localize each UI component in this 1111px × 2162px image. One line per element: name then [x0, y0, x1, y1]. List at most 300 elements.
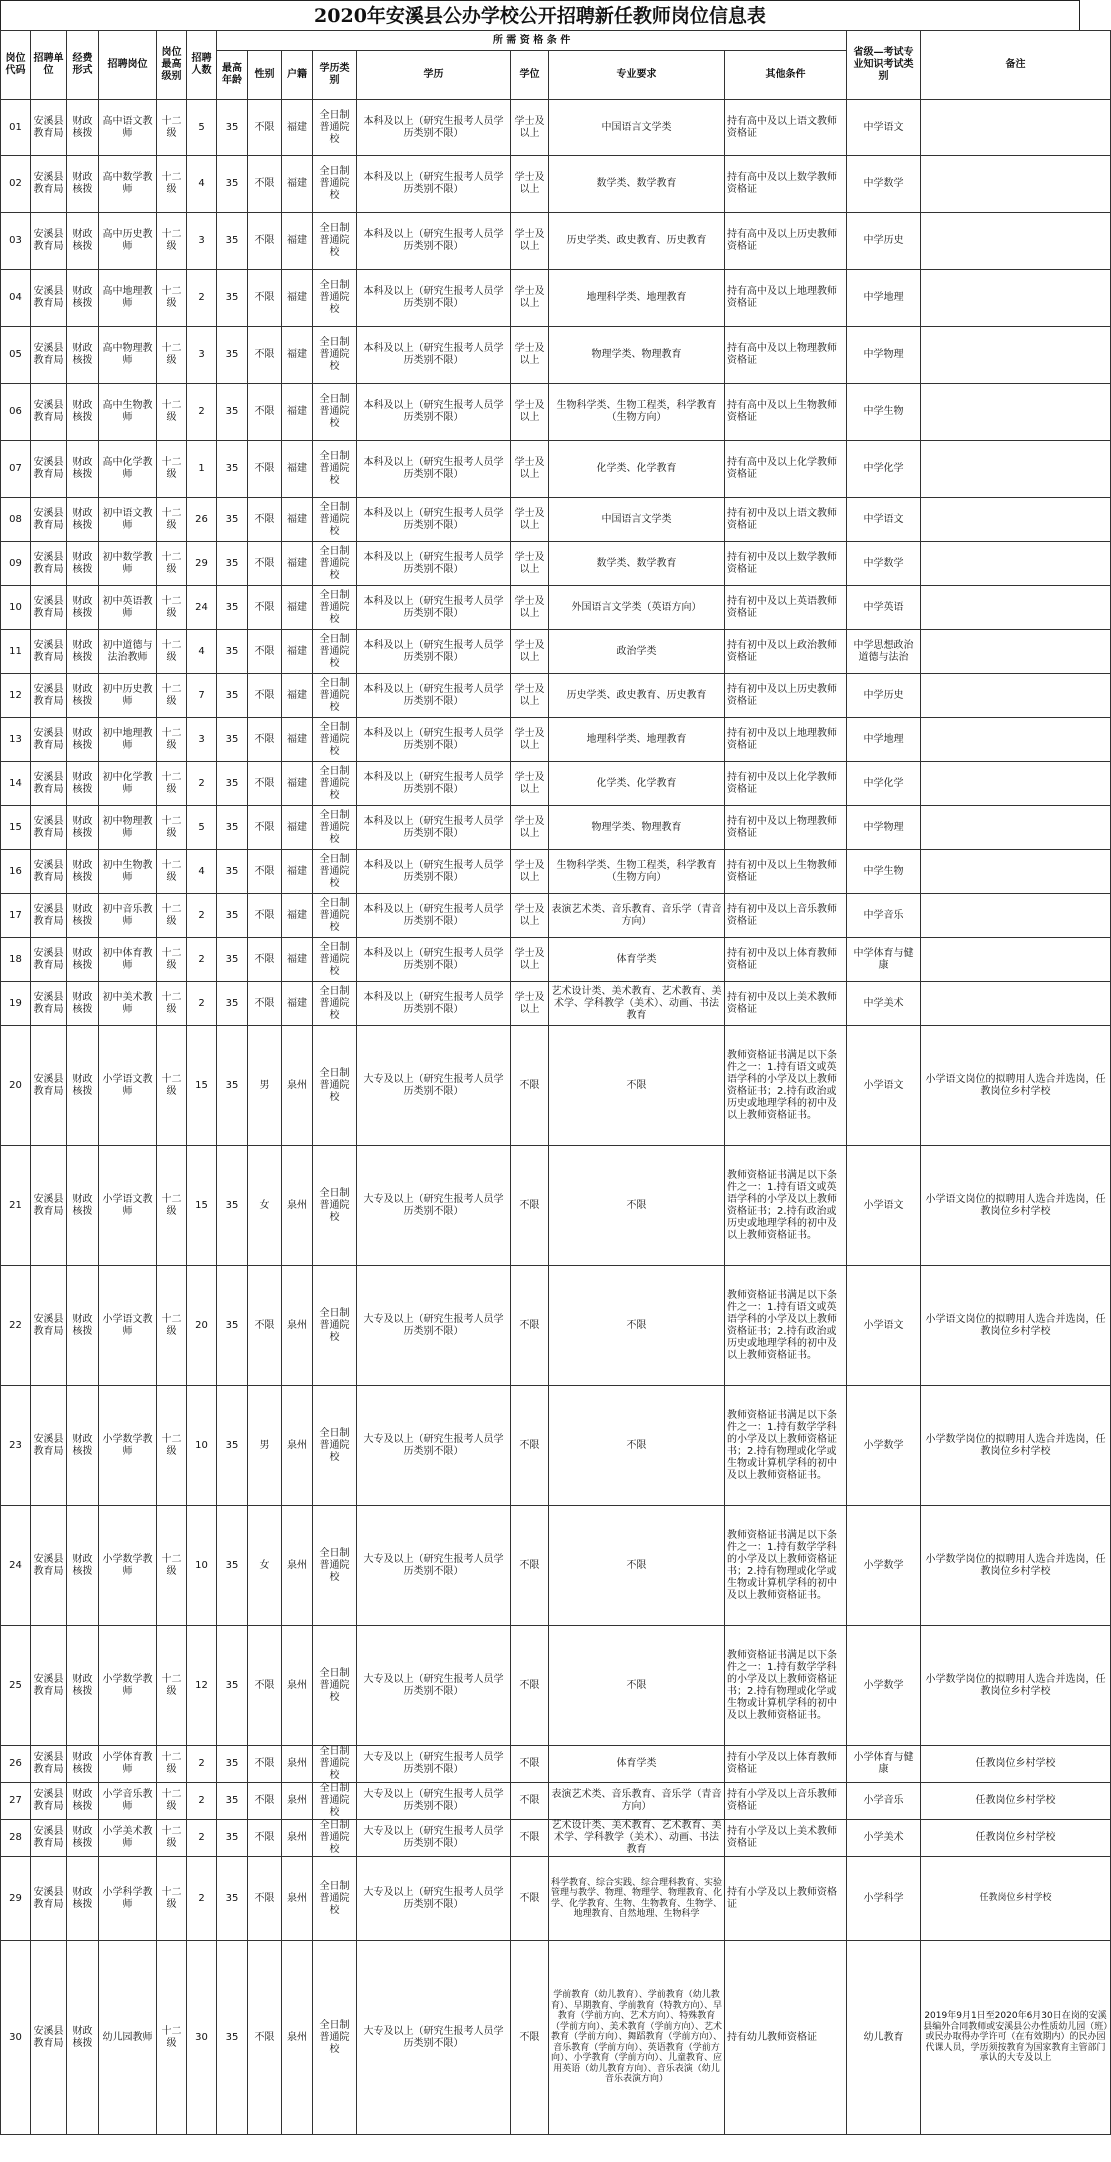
cell-edu-type: 全日制普通院校 [313, 806, 357, 850]
cell-age: 35 [217, 1783, 248, 1820]
table-row [1, 441, 1111, 498]
cell-unit: 安溪县教育局 [31, 1857, 67, 1941]
cell-edu: 本科及以上（研究生报考人员学历类别不限） [357, 384, 511, 441]
cell-note [921, 938, 1111, 982]
table-row [1, 982, 1111, 1026]
cell-degree: 学士及以上 [511, 384, 549, 441]
cell-unit: 安溪县教育局 [31, 100, 67, 156]
cell-hukou: 福建 [282, 542, 313, 586]
cell-edu-type: 全日制普通院校 [313, 1146, 357, 1266]
cell-degree: 学士及以上 [511, 213, 549, 270]
cell-level: 十二级 [157, 1857, 187, 1941]
cell-level: 十二级 [157, 982, 187, 1026]
cell-major: 科学教育、综合实践、综合理科教育、实验管理与教学、物理、物理学、物理教育、化学、化学教育、生物、生物教育、生物学、地理教育、自然地理、生物科学 [549, 1857, 725, 1941]
table-row [1, 762, 1111, 806]
cell-exam: 中学生物 [847, 850, 921, 894]
cell-unit: 安溪县教育局 [31, 1941, 67, 2135]
table-row [1, 850, 1111, 894]
cell-degree: 学士及以上 [511, 894, 549, 938]
cell-edu: 大专及以上（研究生报考人员学历类别不限） [357, 1026, 511, 1146]
cell-funding: 财政核拨 [67, 762, 99, 806]
cell-post: 小学语文教师 [99, 1146, 157, 1266]
cell-post: 小学体育教师 [99, 1746, 157, 1783]
cell-funding: 财政核拨 [67, 1506, 99, 1626]
cell-other: 持有小学及以上体育教师资格证 [725, 1746, 847, 1783]
cell-unit: 安溪县教育局 [31, 762, 67, 806]
cell-gender: 不限 [248, 156, 282, 213]
cell-major: 历史学类、政史教育、历史教育 [549, 213, 725, 270]
cell-degree: 不限 [511, 1266, 549, 1386]
cell-age: 35 [217, 1941, 248, 2135]
cell-hukou: 福建 [282, 156, 313, 213]
cell-age: 35 [217, 1506, 248, 1626]
cell-major: 生物科学类、生物工程类，科学教育（生物方向） [549, 384, 725, 441]
cell-edu: 大专及以上（研究生报考人员学历类别不限） [357, 1626, 511, 1746]
cell-code: 01 [1, 100, 31, 156]
table-row [1, 1026, 1111, 1146]
cell-unit: 安溪县教育局 [31, 1506, 67, 1626]
cell-gender: 男 [248, 1386, 282, 1506]
cell-edu-type: 全日制普通院校 [313, 270, 357, 327]
header-level: 岗位最高级别 [157, 31, 187, 100]
cell-count: 7 [187, 674, 217, 718]
cell-count: 4 [187, 630, 217, 674]
cell-major: 不限 [549, 1506, 725, 1626]
cell-age: 35 [217, 1386, 248, 1506]
cell-unit: 安溪县教育局 [31, 156, 67, 213]
cell-note: 任教岗位乡村学校 [921, 1746, 1111, 1783]
cell-unit: 安溪县教育局 [31, 630, 67, 674]
cell-major: 表演艺术类、音乐教育、音乐学（青音方向） [549, 1783, 725, 1820]
cell-exam: 小学语文 [847, 1266, 921, 1386]
cell-note: 小学数学岗位的拟聘用人选合并选岗，任教岗位乡村学校 [921, 1626, 1111, 1746]
cell-major: 化学类、化学教育 [549, 441, 725, 498]
cell-age: 35 [217, 542, 248, 586]
cell-level: 十二级 [157, 1386, 187, 1506]
cell-count: 5 [187, 100, 217, 156]
cell-exam: 中学物理 [847, 806, 921, 850]
cell-edu-type: 全日制普通院校 [313, 1386, 357, 1506]
cell-funding: 财政核拨 [67, 1746, 99, 1783]
cell-note: 任教岗位乡村学校 [921, 1820, 1111, 1857]
cell-gender: 不限 [248, 1746, 282, 1783]
table-row [1, 1820, 1111, 1857]
cell-edu-type: 全日制普通院校 [313, 1941, 357, 2135]
cell-age: 35 [217, 762, 248, 806]
cell-note: 小学数学岗位的拟聘用人选合并选岗，任教岗位乡村学校 [921, 1386, 1111, 1506]
header-post: 招聘岗位 [99, 31, 157, 100]
cell-funding: 财政核拨 [67, 806, 99, 850]
cell-level: 十二级 [157, 1146, 187, 1266]
cell-hukou: 泉州 [282, 1783, 313, 1820]
cell-funding: 财政核拨 [67, 938, 99, 982]
cell-funding: 财政核拨 [67, 384, 99, 441]
cell-major: 艺术设计类、美术教育、艺术教育、美术学、学科教学（美术）、动画、书法教育 [549, 982, 725, 1026]
table-row [1, 1626, 1111, 1746]
header-edu: 学历 [357, 51, 511, 100]
cell-unit: 安溪县教育局 [31, 586, 67, 630]
cell-other: 持有高中及以上化学教师资格证 [725, 441, 847, 498]
cell-post: 初中物理教师 [99, 806, 157, 850]
cell-exam: 中学地理 [847, 718, 921, 762]
cell-note [921, 441, 1111, 498]
cell-code: 03 [1, 213, 31, 270]
cell-exam: 中学英语 [847, 586, 921, 630]
cell-degree: 不限 [511, 1626, 549, 1746]
cell-code: 23 [1, 1386, 31, 1506]
cell-note [921, 762, 1111, 806]
cell-exam: 中学美术 [847, 982, 921, 1026]
cell-age: 35 [217, 674, 248, 718]
cell-edu-type: 全日制普通院校 [313, 1026, 357, 1146]
cell-post: 初中道德与法治教师 [99, 630, 157, 674]
cell-level: 十二级 [157, 1626, 187, 1746]
cell-gender: 不限 [248, 213, 282, 270]
cell-degree: 不限 [511, 1146, 549, 1266]
table-row [1, 806, 1111, 850]
cell-major: 不限 [549, 1266, 725, 1386]
header-unit: 招聘单位 [31, 31, 67, 100]
cell-major: 中国语言文学类 [549, 498, 725, 542]
cell-code: 14 [1, 762, 31, 806]
table-row [1, 718, 1111, 762]
cell-edu-type: 全日制普通院校 [313, 542, 357, 586]
cell-gender: 不限 [248, 1783, 282, 1820]
cell-code: 20 [1, 1026, 31, 1146]
cell-edu-type: 全日制普通院校 [313, 1820, 357, 1857]
cell-edu: 本科及以上（研究生报考人员学历类别不限） [357, 327, 511, 384]
cell-level: 十二级 [157, 327, 187, 384]
table-row [1, 1386, 1111, 1506]
cell-note [921, 498, 1111, 542]
cell-other: 持有高中及以上地理教师资格证 [725, 270, 847, 327]
table-row [1, 1941, 1111, 2135]
cell-post: 高中历史教师 [99, 213, 157, 270]
cell-code: 27 [1, 1783, 31, 1820]
cell-count: 2 [187, 1746, 217, 1783]
cell-exam: 小学音乐 [847, 1783, 921, 1820]
cell-major: 数学类、数学教育 [549, 156, 725, 213]
cell-level: 十二级 [157, 156, 187, 213]
cell-edu: 大专及以上（研究生报考人员学历类别不限） [357, 1783, 511, 1820]
cell-count: 2 [187, 894, 217, 938]
cell-exam: 中学体育与健康 [847, 938, 921, 982]
cell-edu: 本科及以上（研究生报考人员学历类别不限） [357, 542, 511, 586]
cell-age: 35 [217, 270, 248, 327]
cell-post: 小学数学教师 [99, 1506, 157, 1626]
cell-unit: 安溪县教育局 [31, 1783, 67, 1820]
cell-hukou: 泉州 [282, 1386, 313, 1506]
cell-edu: 大专及以上（研究生报考人员学历类别不限） [357, 1746, 511, 1783]
cell-edu-type: 全日制普通院校 [313, 982, 357, 1026]
cell-exam: 中学地理 [847, 270, 921, 327]
cell-major: 体育学类 [549, 938, 725, 982]
cell-code: 09 [1, 542, 31, 586]
cell-note: 小学数学岗位的拟聘用人选合并选岗，任教岗位乡村学校 [921, 1506, 1111, 1626]
cell-note [921, 850, 1111, 894]
cell-unit: 安溪县教育局 [31, 1386, 67, 1506]
cell-code: 25 [1, 1626, 31, 1746]
cell-gender: 不限 [248, 938, 282, 982]
header-age: 最高年龄 [217, 51, 248, 100]
cell-edu-type: 全日制普通院校 [313, 938, 357, 982]
cell-code: 02 [1, 156, 31, 213]
cell-post: 初中美术教师 [99, 982, 157, 1026]
header-code: 岗位代码 [1, 31, 31, 100]
header-degree: 学位 [511, 51, 549, 100]
cell-age: 35 [217, 630, 248, 674]
cell-note [921, 894, 1111, 938]
cell-major: 不限 [549, 1026, 725, 1146]
cell-exam: 中学音乐 [847, 894, 921, 938]
cell-gender: 不限 [248, 498, 282, 542]
cell-age: 35 [217, 1857, 248, 1941]
cell-post: 高中物理教师 [99, 327, 157, 384]
cell-degree: 学士及以上 [511, 718, 549, 762]
header-funding: 经费形式 [67, 31, 99, 100]
cell-code: 16 [1, 850, 31, 894]
cell-post: 小学音乐教师 [99, 1783, 157, 1820]
cell-note [921, 586, 1111, 630]
cell-edu: 本科及以上（研究生报考人员学历类别不限） [357, 441, 511, 498]
cell-edu: 大专及以上（研究生报考人员学历类别不限） [357, 1941, 511, 2135]
cell-hukou: 泉州 [282, 1746, 313, 1783]
cell-gender: 不限 [248, 806, 282, 850]
cell-exam: 中学历史 [847, 213, 921, 270]
cell-funding: 财政核拨 [67, 586, 99, 630]
cell-code: 28 [1, 1820, 31, 1857]
cell-unit: 安溪县教育局 [31, 1146, 67, 1266]
cell-degree: 学士及以上 [511, 156, 549, 213]
cell-hukou: 福建 [282, 441, 313, 498]
cell-age: 35 [217, 850, 248, 894]
cell-other: 持有初中及以上音乐教师资格证 [725, 894, 847, 938]
cell-funding: 财政核拨 [67, 441, 99, 498]
header-note: 备注 [921, 31, 1111, 100]
cell-funding: 财政核拨 [67, 1783, 99, 1820]
cell-exam: 中学语文 [847, 100, 921, 156]
cell-count: 29 [187, 542, 217, 586]
cell-major: 生物科学类、生物工程类，科学教育（生物方向） [549, 850, 725, 894]
cell-code: 10 [1, 586, 31, 630]
cell-edu: 本科及以上（研究生报考人员学历类别不限） [357, 938, 511, 982]
cell-degree: 学士及以上 [511, 327, 549, 384]
cell-exam: 小学数学 [847, 1626, 921, 1746]
cell-gender: 不限 [248, 1266, 282, 1386]
cell-count: 3 [187, 718, 217, 762]
cell-funding: 财政核拨 [67, 498, 99, 542]
cell-age: 35 [217, 806, 248, 850]
cell-gender: 不限 [248, 850, 282, 894]
cell-count: 30 [187, 1941, 217, 2135]
cell-edu: 本科及以上（研究生报考人员学历类别不限） [357, 498, 511, 542]
cell-exam: 小学美术 [847, 1820, 921, 1857]
cell-code: 07 [1, 441, 31, 498]
cell-gender: 不限 [248, 762, 282, 806]
cell-level: 十二级 [157, 850, 187, 894]
table-row [1, 894, 1111, 938]
cell-count: 5 [187, 806, 217, 850]
cell-degree: 不限 [511, 1820, 549, 1857]
cell-level: 十二级 [157, 718, 187, 762]
cell-note [921, 327, 1111, 384]
table-body [1, 100, 1111, 2135]
cell-code: 18 [1, 938, 31, 982]
cell-note [921, 982, 1111, 1026]
header-edu-type: 学历类别 [313, 51, 357, 100]
cell-edu: 本科及以上（研究生报考人员学历类别不限） [357, 674, 511, 718]
cell-level: 十二级 [157, 1266, 187, 1386]
cell-gender: 不限 [248, 1626, 282, 1746]
cell-exam: 中学生物 [847, 384, 921, 441]
cell-edu-type: 全日制普通院校 [313, 1857, 357, 1941]
cell-hukou: 泉州 [282, 1857, 313, 1941]
cell-age: 35 [217, 718, 248, 762]
cell-hukou: 福建 [282, 982, 313, 1026]
cell-gender: 不限 [248, 586, 282, 630]
cell-major: 中国语言文学类 [549, 100, 725, 156]
header-major: 专业要求 [549, 51, 725, 100]
cell-major: 外国语言文学类（英语方向） [549, 586, 725, 630]
cell-edu-type: 全日制普通院校 [313, 156, 357, 213]
cell-hukou: 泉州 [282, 1820, 313, 1857]
cell-note [921, 630, 1111, 674]
cell-funding: 财政核拨 [67, 1941, 99, 2135]
cell-other: 教师资格证书满足以下条件之一：1.持有数学学科的小学及以上教师资格证书；2.持有物理或化学或生物或计算机学科的初中及以上教师资格证书。 [725, 1506, 847, 1626]
cell-hukou: 泉州 [282, 1941, 313, 2135]
cell-count: 2 [187, 762, 217, 806]
cell-note [921, 806, 1111, 850]
cell-post: 高中地理教师 [99, 270, 157, 327]
cell-exam: 中学历史 [847, 674, 921, 718]
cell-exam: 小学数学 [847, 1506, 921, 1626]
cell-gender: 男 [248, 1026, 282, 1146]
cell-level: 十二级 [157, 384, 187, 441]
cell-funding: 财政核拨 [67, 1386, 99, 1506]
cell-degree: 学士及以上 [511, 441, 549, 498]
cell-level: 十二级 [157, 213, 187, 270]
table-row [1, 1146, 1111, 1266]
cell-funding: 财政核拨 [67, 894, 99, 938]
cell-age: 35 [217, 894, 248, 938]
cell-edu: 大专及以上（研究生报考人员学历类别不限） [357, 1820, 511, 1857]
cell-exam: 中学物理 [847, 327, 921, 384]
cell-other: 持有初中及以上英语教师资格证 [725, 586, 847, 630]
cell-gender: 女 [248, 1146, 282, 1266]
cell-other: 教师资格证书满足以下条件之一：1.持有数学学科的小学及以上教师资格证书；2.持有物理或化学或生物或计算机学科的初中及以上教师资格证书。 [725, 1386, 847, 1506]
cell-degree: 不限 [511, 1783, 549, 1820]
cell-degree: 学士及以上 [511, 586, 549, 630]
cell-note: 任教岗位乡村学校 [921, 1857, 1111, 1941]
cell-gender: 不限 [248, 1857, 282, 1941]
cell-funding: 财政核拨 [67, 982, 99, 1026]
cell-other: 持有初中及以上化学教师资格证 [725, 762, 847, 806]
header-requirements-group: 所 需 资 格 条 件 [217, 31, 847, 51]
cell-exam: 小学科学 [847, 1857, 921, 1941]
cell-code: 22 [1, 1266, 31, 1386]
cell-degree: 学士及以上 [511, 498, 549, 542]
cell-other: 持有初中及以上政治教师资格证 [725, 630, 847, 674]
cell-unit: 安溪县教育局 [31, 718, 67, 762]
cell-code: 26 [1, 1746, 31, 1783]
table-row [1, 938, 1111, 982]
cell-code: 05 [1, 327, 31, 384]
cell-other: 持有小学及以上美术教师资格证 [725, 1820, 847, 1857]
cell-edu-type: 全日制普通院校 [313, 850, 357, 894]
cell-other: 教师资格证书满足以下条件之一：1.持有语文或英语学科的小学及以上教师资格证书；2.持有政治或历史或地理学科的初中及以上教师资格证书。 [725, 1026, 847, 1146]
cell-hukou: 福建 [282, 938, 313, 982]
cell-age: 35 [217, 384, 248, 441]
cell-major: 地理科学类、地理教育 [549, 270, 725, 327]
cell-edu: 本科及以上（研究生报考人员学历类别不限） [357, 850, 511, 894]
cell-post: 初中生物教师 [99, 850, 157, 894]
post-table [0, 30, 1111, 2135]
cell-edu: 本科及以上（研究生报考人员学历类别不限） [357, 100, 511, 156]
cell-post: 高中生物教师 [99, 384, 157, 441]
cell-count: 2 [187, 384, 217, 441]
cell-note [921, 384, 1111, 441]
cell-edu-type: 全日制普通院校 [313, 762, 357, 806]
cell-funding: 财政核拨 [67, 1857, 99, 1941]
cell-note [921, 718, 1111, 762]
cell-exam: 小学语文 [847, 1026, 921, 1146]
cell-level: 十二级 [157, 1820, 187, 1857]
cell-degree: 不限 [511, 1506, 549, 1626]
cell-code: 11 [1, 630, 31, 674]
cell-unit: 安溪县教育局 [31, 938, 67, 982]
cell-age: 35 [217, 327, 248, 384]
cell-edu: 大专及以上（研究生报考人员学历类别不限） [357, 1266, 511, 1386]
table-row [1, 384, 1111, 441]
cell-edu: 本科及以上（研究生报考人员学历类别不限） [357, 156, 511, 213]
cell-count: 3 [187, 213, 217, 270]
cell-major: 艺术设计类、美术教育、艺术教育、美术学、学科教学（美术）、动画、书法教育 [549, 1820, 725, 1857]
cell-hukou: 福建 [282, 586, 313, 630]
cell-funding: 财政核拨 [67, 1026, 99, 1146]
cell-unit: 安溪县教育局 [31, 1026, 67, 1146]
cell-age: 35 [217, 441, 248, 498]
cell-degree: 学士及以上 [511, 982, 549, 1026]
cell-post: 初中语文教师 [99, 498, 157, 542]
cell-hukou: 福建 [282, 894, 313, 938]
cell-other: 持有小学及以上教师资格证 [725, 1857, 847, 1941]
header-hukou: 户籍 [282, 51, 313, 100]
table-row [1, 213, 1111, 270]
cell-post: 幼儿园教师 [99, 1941, 157, 2135]
cell-unit: 安溪县教育局 [31, 441, 67, 498]
cell-other: 持有初中及以上语文教师资格证 [725, 498, 847, 542]
cell-count: 26 [187, 498, 217, 542]
cell-edu-type: 全日制普通院校 [313, 384, 357, 441]
cell-count: 2 [187, 270, 217, 327]
cell-exam: 中学数学 [847, 542, 921, 586]
cell-post: 小学语文教师 [99, 1026, 157, 1146]
cell-note: 2019年9月1日至2020年6月30日在岗的安溪县编外合同教师或安溪县公办性质幼儿园（班）或民办取得办学许可（在有效期内）的民办园代课人员，学历须按教育为国家教育主管部门承认的大专及以上 [921, 1941, 1111, 2135]
cell-other: 教师资格证书满足以下条件之一：1.持有语文或英语学科的小学及以上教师资格证书；2.持有政治或历史或地理学科的初中及以上教师资格证书。 [725, 1146, 847, 1266]
cell-funding: 财政核拨 [67, 542, 99, 586]
cell-gender: 不限 [248, 441, 282, 498]
cell-edu: 本科及以上（研究生报考人员学历类别不限） [357, 630, 511, 674]
cell-funding: 财政核拨 [67, 100, 99, 156]
cell-unit: 安溪县教育局 [31, 806, 67, 850]
cell-note [921, 213, 1111, 270]
cell-edu-type: 全日制普通院校 [313, 1266, 357, 1386]
cell-level: 十二级 [157, 1026, 187, 1146]
cell-age: 35 [217, 213, 248, 270]
cell-level: 十二级 [157, 100, 187, 156]
cell-exam: 小学数学 [847, 1386, 921, 1506]
cell-hukou: 泉州 [282, 1626, 313, 1746]
